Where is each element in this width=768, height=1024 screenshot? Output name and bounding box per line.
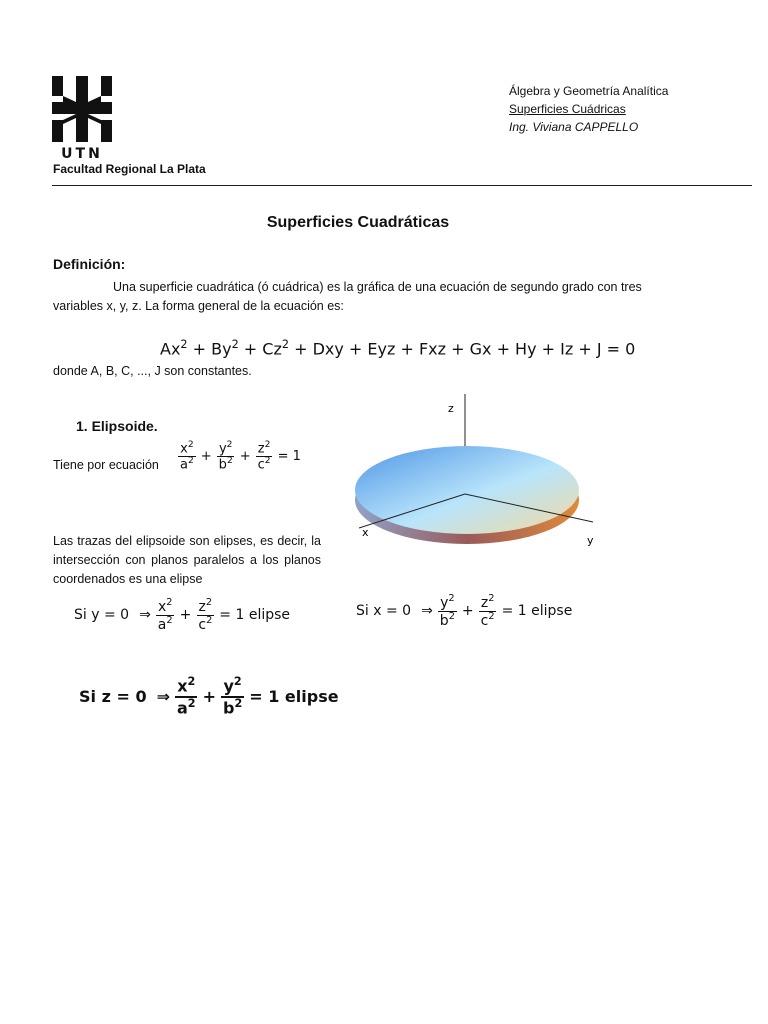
header-divider	[52, 185, 752, 186]
trace-equation-x0: Si x = 0 ⇒ $\frac{y^2}{b^2}$ + $\frac{z^2}{c^2}$ = 1 elipse	[356, 593, 573, 629]
section-heading-ellipsoid: 1. Elipsoide.	[76, 418, 158, 434]
page-title: Superficies Cuadráticas	[266, 214, 450, 231]
definition-text: Una superficie cuadrática (ó cuádrica) es la gráfica de una ecuación de segundo grado con tres variables x, y, z. La forma general de la ecuación es:	[53, 280, 642, 313]
ellipsoid-equation: $\frac{x^2}{a^2}$ + $\frac{y^2}{b^2}$ + $\frac{z^2}{c^2}$ = 1	[180, 440, 301, 473]
axis-label-y: y	[587, 534, 594, 547]
ellipsoid-plot	[345, 390, 605, 550]
general-equation: $Ax^2 + By^2 + Cz^2$ + Dxy + Eyz + Fxz + Gx + Hy + Iz + J = 0	[160, 338, 636, 359]
topic-name: Superficies Cuádricas	[509, 102, 626, 116]
traces-paragraph: Las trazas del elipsoide son elipses, es decir, la intersección con planos paralelos a los planos coordenados es una elipse	[53, 534, 321, 586]
author-name: Ing. Viviana CAPPELLO	[509, 120, 639, 134]
definition-heading: Definición:	[53, 256, 126, 272]
trace-equation-z0: Si z = 0 ⇒ $\frac{x^2}{a^2}$ + $\frac{y^2}{b^2}$ = 1 elipse	[79, 675, 339, 718]
constants-note: donde A, B, C, ..., J son constantes.	[53, 364, 252, 378]
faculty-name: Facultad Regional La Plata	[53, 162, 206, 176]
logo-text: UTN	[61, 146, 103, 160]
equation-label: Tiene por ecuación	[53, 458, 159, 472]
axis-label-z: z	[448, 402, 454, 415]
utn-logo	[52, 76, 112, 160]
definition-paragraph	[53, 278, 663, 316]
course-name: Álgebra y Geometría Analítica	[509, 84, 669, 98]
trace-equation-y0: Si y = 0 ⇒ $\frac{x^2}{a^2}$ + $\frac{z^2}{c^2}$ = 1 elipse	[74, 597, 291, 633]
ellipsoid-surface	[355, 446, 579, 534]
header-info	[509, 82, 668, 136]
axis-label-x: x	[362, 526, 369, 539]
